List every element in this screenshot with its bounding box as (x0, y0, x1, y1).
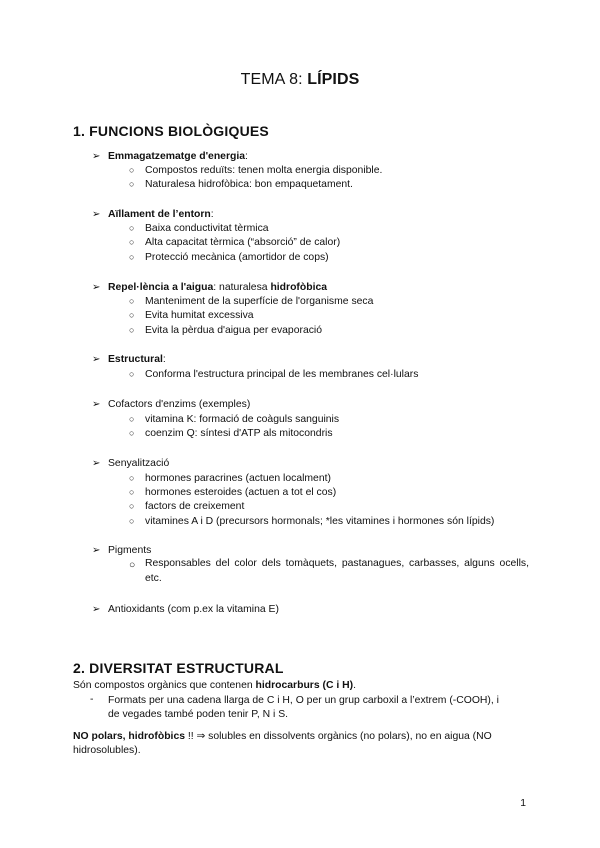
list-item-senyalitzacio: ➢ Senyalització (92, 458, 170, 469)
page-number: 1 (520, 798, 526, 809)
circle-bullet-icon: ○ (129, 414, 135, 424)
dash-item-line2: de vegades també poden tenir P, N i S. (108, 709, 289, 720)
list-item-antioxidants: ➢ Antioxidants (com p.ex la vitamina E) (92, 604, 279, 615)
arrow-bullet-icon: ➢ (92, 354, 101, 365)
arrow-bullet-icon: ➢ (92, 151, 101, 162)
circle-bullet-icon: ○ (129, 165, 135, 175)
sub-item: ○ Compostos reduïts: tenen molta energia disponible. (129, 165, 383, 176)
sub-item: ○ Naturalesa hidrofòbica: bon empaquetament. (129, 179, 353, 190)
circle-bullet-icon: ○ (129, 369, 135, 379)
circle-bullet-icon: ○ (129, 237, 135, 247)
list-item-cofactors: ➢ Cofactors d'enzims (exemples) (92, 399, 251, 410)
circle-bullet-icon: ○ (129, 501, 135, 511)
circle-bullet-icon: ○ (129, 296, 135, 306)
arrow-bullet-icon: ➢ (92, 399, 101, 410)
circle-bullet-icon: ○ (129, 516, 135, 526)
arrow-bullet-icon: ➢ (92, 458, 101, 469)
circle-bullet-icon: ○ (129, 473, 135, 483)
list-item-repellencia: ➢ Repel·lència a l'aigua: naturalesa hidrofòbica (92, 282, 328, 293)
section-heading-funcions: 1. FUNCIONS BIOLÒGIQUES (73, 123, 269, 139)
sub-item: ○ hormones esteroides (actuen a tot el cos) (129, 487, 337, 498)
sub-item: ○ coenzim Q: síntesi d'ATP als mitocondris (129, 428, 333, 439)
sub-item: ○ vitamina K: formació de coàguls sanguinis (129, 414, 340, 425)
sub-item: ○ Conforma l'estructura principal de les membranes cel·lulars (129, 369, 419, 380)
circle-bullet-icon: ○ (129, 179, 135, 189)
dash-item-line1: Formats per una cadena llarga de C i H, O per un grup carboxil a l’extrem (-COOH), i (108, 695, 499, 706)
circle-bullet-icon: ○ (129, 252, 135, 262)
arrow-bullet-icon: ➢ (92, 545, 101, 556)
dash-bullet-icon: - (90, 694, 94, 705)
intro-paragraph: Són compostos orgànics que contenen hidrocarburs (C i H). (73, 680, 356, 691)
nonpolar-paragraph-line2: hidrosolubles). (73, 745, 141, 756)
circle-bullet-icon: ○ (129, 325, 135, 335)
arrow-bullet-icon: ➢ (92, 209, 101, 220)
section-heading-diversitat: 2. DIVERSITAT ESTRUCTURAL (73, 660, 284, 676)
sub-item: ○ hormones paracrines (actuen localment) (129, 473, 331, 484)
sub-item: ○ Baixa conductivitat tèrmica (129, 223, 269, 234)
circle-bullet-icon: ○ (129, 223, 135, 233)
circle-bullet-icon: ○ (129, 428, 135, 438)
list-item-pigments: ➢ Pigments (92, 545, 152, 556)
list-item-aillament: ➢ Aïllament de l’entorn: (92, 209, 214, 220)
circle-bullet-icon: ○ (129, 310, 135, 320)
sub-item: ○ factors de creixement (129, 501, 245, 512)
sub-item: ○ Evita la pèrdua d'aigua per evaporació (129, 325, 323, 336)
sub-item: ○ Protecció mecànica (amortidor de cops) (129, 252, 329, 263)
arrow-bullet-icon: ➢ (92, 604, 101, 615)
arrow-bullet-icon: ➢ (92, 282, 101, 293)
list-item-emmagatzematge: ➢ Emmagatzematge d'energia: (92, 151, 248, 162)
circle-bullet-icon: ○ (129, 487, 135, 497)
sub-item: ○ Manteniment de la superfície de l'organisme seca (129, 296, 374, 307)
list-item-estructural: ➢ Estructural: (92, 354, 166, 365)
sub-item: ○ Evita humitat excessiva (129, 310, 254, 321)
sub-item: ○ Alta capacitat tèrmica (“absorció” de calor) (129, 237, 341, 248)
circle-bullet-icon: ○ (129, 560, 136, 571)
page-title: TEMA 8: LÍPIDS (240, 71, 360, 88)
nonpolar-paragraph-line1: NO polars, hidrofòbics !! ⇒ solubles en dissolvents orgànics (no polars), no en aigua (NO (73, 731, 492, 742)
sub-item: ○ vitamines A i D (precursors hormonals; *les vitamines i hormones són lípids) (129, 516, 495, 527)
sub-item-pigments: Responsables del color dels tomàquets, pastanagues, carbasses, alguns ocells, etc. (145, 558, 529, 584)
